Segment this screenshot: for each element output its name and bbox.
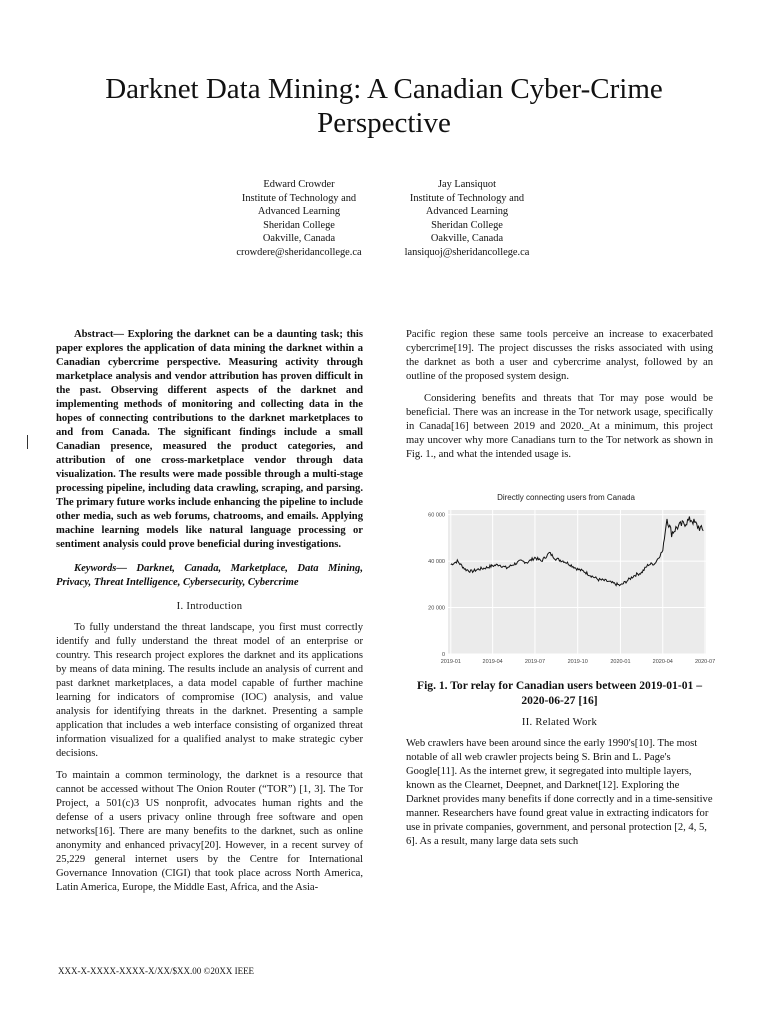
x-tick-label: 2019-10 (567, 659, 588, 665)
left-column (56, 328, 363, 903)
keywords: Keywords— Darknet, Canada, Marketplace, Data Mining, Privacy, Threat Intelligence, Cybersecurity, Cybercrime (56, 563, 363, 588)
footer-copyright: XXX-X-XXXX-XXXX-X/XX/$XX.00 ©20XX IEEE (58, 966, 255, 976)
paragraph: To fully understand the threat landscape, you first must correctly identify and fully understand the threat model of an enterprise or country. This research project explores the darknet and its applications by means of data mining. The results include an analysis of current and past darknet marketplaces, a data model capable of further machine learning for indicators of compromise (IOC) analysis, and value analysis for identifying threats in the darknet. Presenting a sample application that includes a web interface consisting of organized threat information visualized for a qualified analyst to make strategic cyber decisions. (56, 622, 363, 759)
x-tick-label: 2019-04 (482, 659, 503, 665)
x-tick-label: 2020-01 (610, 659, 631, 665)
paragraph: Web crawlers have been around since the early 1990's[10]. The most notable of all web crawler projects being S. Brin and L. Page's Google[11]. As the internet grew, it segregated into multiple layers, known as the Clearnet, Deepnet, and Darknet[12]. Exploring the Darknet provides many benefits if done correctly and in a time-sensitive manner. Researchers have found great value in extracting indicators for use in private companies, government, and personal protection [2, 4, 5, 6]. As a result, many large data sets such (406, 738, 713, 847)
author-affiliation: Advanced Learning (257, 206, 341, 217)
chart-title: Directly connecting users from Canada (497, 493, 635, 502)
author-affiliation: Advanced Learning (425, 206, 509, 217)
author-affiliation: Institute of Technology and (241, 192, 357, 204)
author-institution: Sheridan College (431, 219, 503, 231)
author-name: Edward Crowder (263, 179, 335, 190)
text-cursor (27, 435, 28, 449)
abstract: Abstract— Exploring the darknet can be a daunting task; this paper explores the application of data mining the darknet within a Canadian cybercrime perspective. Measuring activity through marketplace analysis and vendor attribution has proven difficult in the past. Observing different aspects of the darknet and implementing methods of monitoring and collecting data in the hopes of connecting contributions to the darknet marketplaces to and from Canada. The significant findings include a small Canadian presence, measured the product categories, and attribution of one cross-marketplace vendor through data visualization. The results were made possible through a multi-stage processing pipeline, including data crawling, scraping, and parsing. The primary future works include enhancing the pipeline to include other media, such as web forums, chatrooms, and emails. Applying machine learning models like natural language processing or sentiment analysis could prove beneficial during investigations. (56, 329, 363, 550)
author-affiliation: Institute of Technology and (409, 192, 525, 204)
paragraph: Considering benefits and threats that Tor may pose would be beneficial. There was an increase in the Tor network usage, specifically in Canada[16] between 2019 and 2020._At a minimum, this project may uncover why more Canadians turn to the Tor network as shown in Fig. 1., and what the intended usage is. (406, 393, 713, 460)
x-tick-label: 2019-01 (440, 659, 461, 665)
y-tick-label: 40 000 (428, 559, 445, 566)
author-institution: Sheridan College (263, 219, 335, 231)
author-email: crowdere@sheridancollege.ca (236, 246, 362, 258)
plot-background (448, 510, 706, 654)
x-tick-label: 2020-07 (694, 659, 716, 665)
author-location: Oakville, Canada (262, 233, 336, 244)
paper-title: Darknet Data Mining: A Canadian Cyber-Crime Perspective (105, 73, 663, 139)
paragraph: Pacific region these same tools perceive an increase to exacerbated cybercrime[19]. The project discusses the risks associated with using the darknet as both a user and cybercrime analyst, followed by an outline of the proposed system design. (406, 329, 713, 382)
section-heading-introduction: I. Introduction (176, 601, 243, 612)
line-chart (406, 492, 716, 670)
chart-grid (448, 510, 706, 654)
figure-caption: Fig. 1. Tor relay for Canadian users between 2019-01-01 – 2020-06-27 [16] (416, 679, 702, 707)
x-tick-label: 2020-04 (652, 659, 673, 665)
author-location: Oakville, Canada (430, 233, 504, 244)
author-block-2 (382, 178, 552, 259)
author-email: lansiquoj@sheridancollege.ca (404, 246, 530, 258)
y-tick-label: 20 000 (428, 605, 445, 612)
y-tick-label: 60 000 (428, 512, 445, 519)
x-tick-label: 2019-07 (524, 659, 546, 665)
right-column (406, 328, 716, 857)
paragraph: To maintain a common terminology, the darknet is a resource that cannot be accessed without The Onion Router (“TOR”) [1, 3]. The Tor Project, a 501(c)3 US nonprofit, advocates human rights and the defense of a users privacy online through free software and open networks[16]. There are many benefits to the darknet, such as online anonymity and enhanced privacy[20]. However, in a recent survey of 25,229 general internet users by the Centre for International Governance Innovation (CIGI) that took place across North America, Latin America, Europe, the Middle East, Africa, and the Asia- (56, 770, 363, 893)
y-tick-label: 0 (441, 652, 445, 658)
author-name: Jay Lansiquot (437, 179, 496, 190)
figure-1 (406, 492, 716, 670)
author-block-1 (214, 178, 384, 259)
section-heading-related-work: II. Related Work (521, 717, 598, 728)
